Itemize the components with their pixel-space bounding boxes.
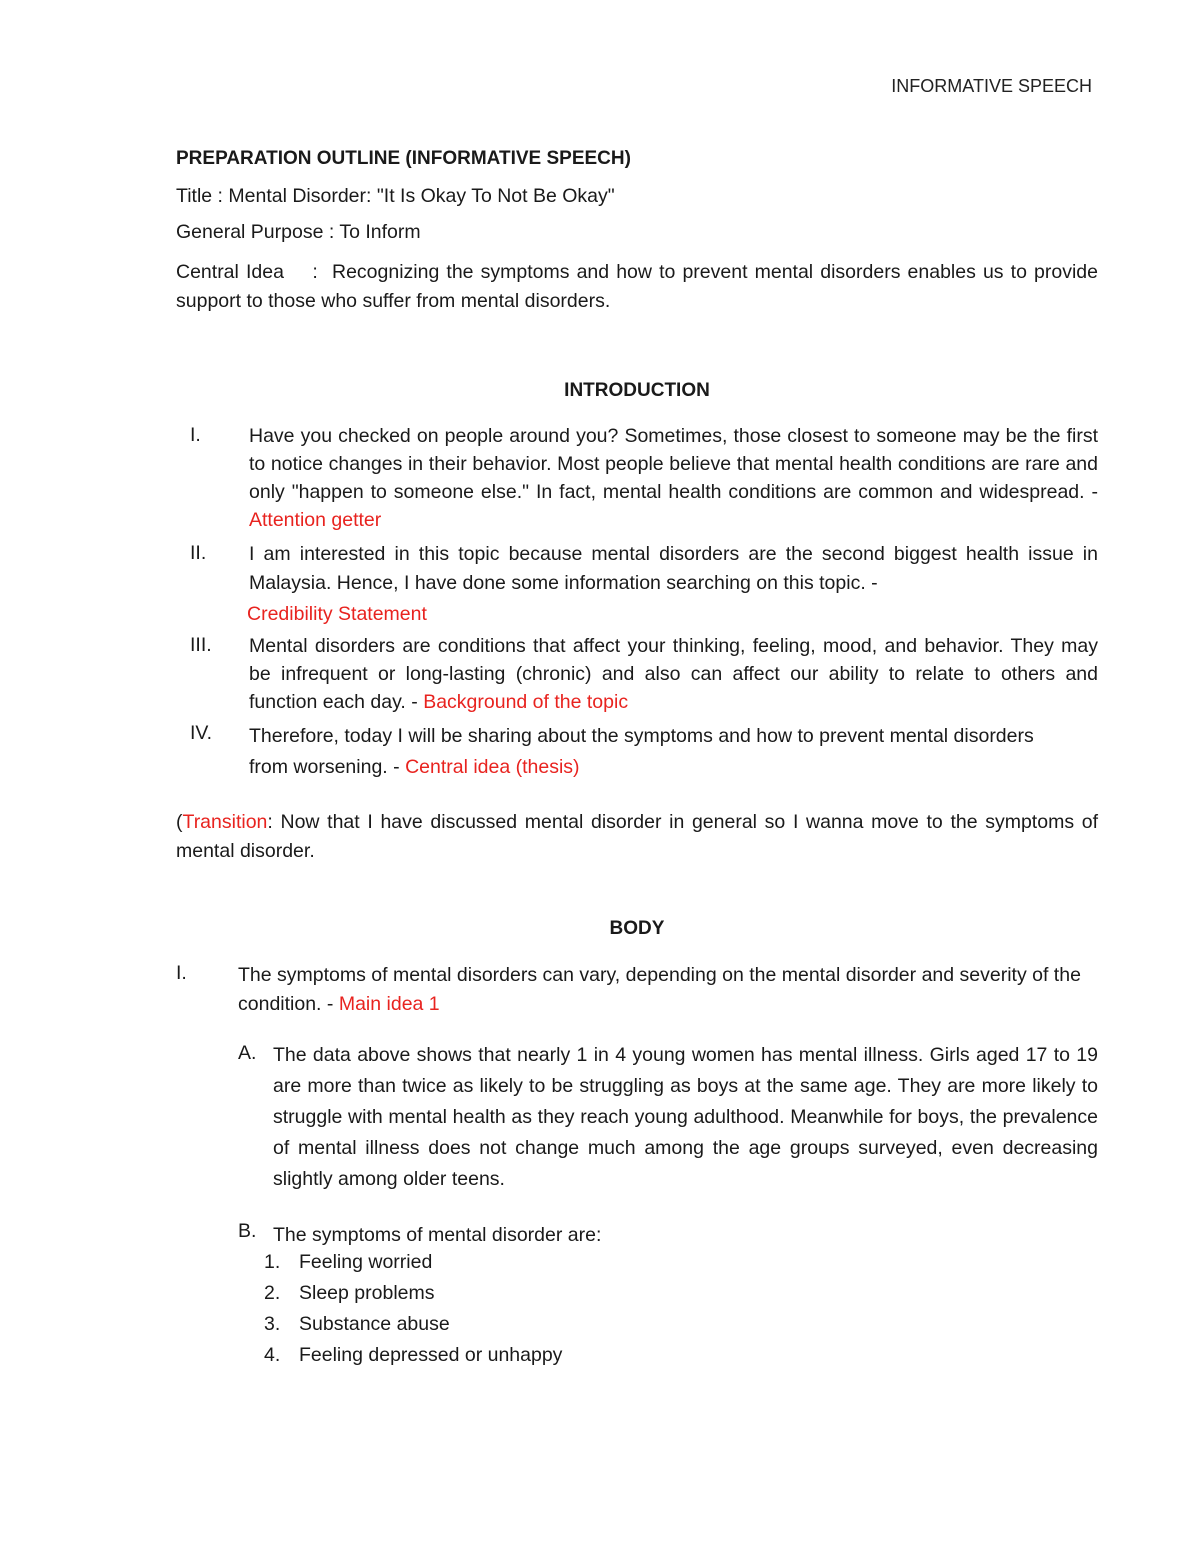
transition-text: : Now that I have discussed mental disorder in general so I wanna move to the symptoms of mental disorder. <box>176 811 1098 862</box>
body-main-tag: Main idea 1 <box>338 993 440 1015</box>
transition-label: Transition <box>182 811 268 833</box>
outline-title: PREPARATION OUTLINE (INFORMATIVE SPEECH) <box>176 148 631 169</box>
sub-a-text: The data above shows that nearly 1 in 4 young women has mental illness. Girls aged 17 to 19 are more than twice as likely to be struggling as boys at the same age. They are more likely to struggle with mental health as they reach young adulthood. Meanwhile for boys, the prevalence of mental illness does not change much among the age groups surveyed, even decreasing slightly among older teens. <box>273 1044 1098 1190</box>
intro-numeral-3: III. <box>190 634 212 656</box>
title-label: Title <box>176 185 213 207</box>
body-heading: BODY <box>609 918 665 939</box>
purpose-value: To Inform <box>339 221 421 243</box>
intro-item-1-tag: Attention getter <box>249 509 382 531</box>
list-item-2: Sleep problems <box>299 1282 435 1304</box>
introduction-heading: INTRODUCTION <box>564 380 710 401</box>
transition-paragraph: (Transition: Now that I have discussed mental disorder in general so I wanna move to the symptoms of mental disorder. <box>176 811 1098 862</box>
central-value: Recognizing the symptoms and how to prevent mental disorders enables us to provide support to those who suffer from mental disorders. <box>176 261 1098 312</box>
intro-item-3-tag: Background of the topic <box>423 691 629 713</box>
list-item-4: Feeling depressed or unhappy <box>299 1344 563 1366</box>
intro-item-1: Have you checked on people around you? Sometimes, those closest to someone may be the first to notice changes in their behavior. Most people believe that mental health conditions are rare and only "happen to someone else." In fact, mental health conditions are common and widespread. - Attention getter <box>249 425 1098 531</box>
sub-b-text: The symptoms of mental disorder are: <box>273 1224 602 1246</box>
intro-numeral-4: IV. <box>190 722 213 744</box>
intro-item-3-text: Mental disorders are conditions that affect your thinking, feeling, mood, and behavior. They may be infrequent or long-lasting (chronic) and also can affect our ability to relate to others and function each day. <box>249 635 1098 713</box>
intro-item-4-text: Therefore, today I will be sharing about the symptoms and how to prevent mental disorders from worsening. <box>249 725 1034 778</box>
intro-item-2-text: I am interested in this topic because mental disorders are the second biggest health issue in Malaysia. Hence, I have done some information searching on this topic. <box>249 543 1098 594</box>
sub-a-label: A. <box>238 1042 257 1064</box>
central-idea-line: Central Idea : Recognizing the symptoms and how to prevent mental disorders enables us to provide support to those who suffer from mental disorders. <box>176 261 1098 312</box>
intro-item-4-tag: Central idea (thesis) <box>405 756 580 778</box>
intro-item-4: Therefore, today I will be sharing about the symptoms and how to prevent mental disorders from worsening. - Central idea (thesis) <box>249 725 1034 778</box>
purpose-line: General Purpose : To Inform <box>176 221 421 243</box>
list-item-1: Feeling worried <box>299 1251 433 1273</box>
sub-b-label: B. <box>238 1220 257 1242</box>
body-main-idea: The symptoms of mental disorders can vary, depending on the mental disorder and severity of the condition. - Main idea 1 <box>238 964 1081 1015</box>
intro-item-3: Mental disorders are conditions that affect your thinking, feeling, mood, and behavior. They may be infrequent or long-lasting (chronic) and also can affect our ability to relate to others and function each day. - Background of the topic <box>249 635 1098 713</box>
intro-item-2: I am interested in this topic because mental disorders are the second biggest health issue in Malaysia. Hence, I have done some information searching on this topic. - Credibility Statement <box>247 543 1098 625</box>
purpose-label: General Purpose <box>176 221 324 243</box>
title-value: Mental Disorder: "It Is Okay To Not Be Okay" <box>228 185 615 207</box>
intro-numeral-1: I. <box>190 424 201 446</box>
title-line: Title : Mental Disorder: "It Is Okay To Not Be Okay" <box>176 185 615 207</box>
list-number-3: 3. <box>264 1313 281 1335</box>
central-label: Central Idea <box>176 261 284 283</box>
body-main-text: The symptoms of mental disorders can vary, depending on the mental disorder and severity of the condition. <box>238 964 1081 1015</box>
intro-item-2-tag: Credibility Statement <box>247 603 427 625</box>
intro-item-1-text: Have you checked on people around you? Sometimes, those closest to someone may be the first to notice changes in their behavior. Most people believe that mental health conditions are rare and only "happen to someone else." In fact, mental health conditions are common and widespread. <box>249 425 1098 503</box>
page-header: INFORMATIVE SPEECH <box>891 76 1092 96</box>
intro-numeral-2: II. <box>190 542 207 564</box>
list-number-1: 1. <box>264 1251 281 1273</box>
list-number-2: 2. <box>264 1282 281 1304</box>
body-numeral-1: I. <box>176 962 187 984</box>
list-item-3: Substance abuse <box>299 1313 450 1335</box>
list-number-4: 4. <box>264 1344 281 1366</box>
